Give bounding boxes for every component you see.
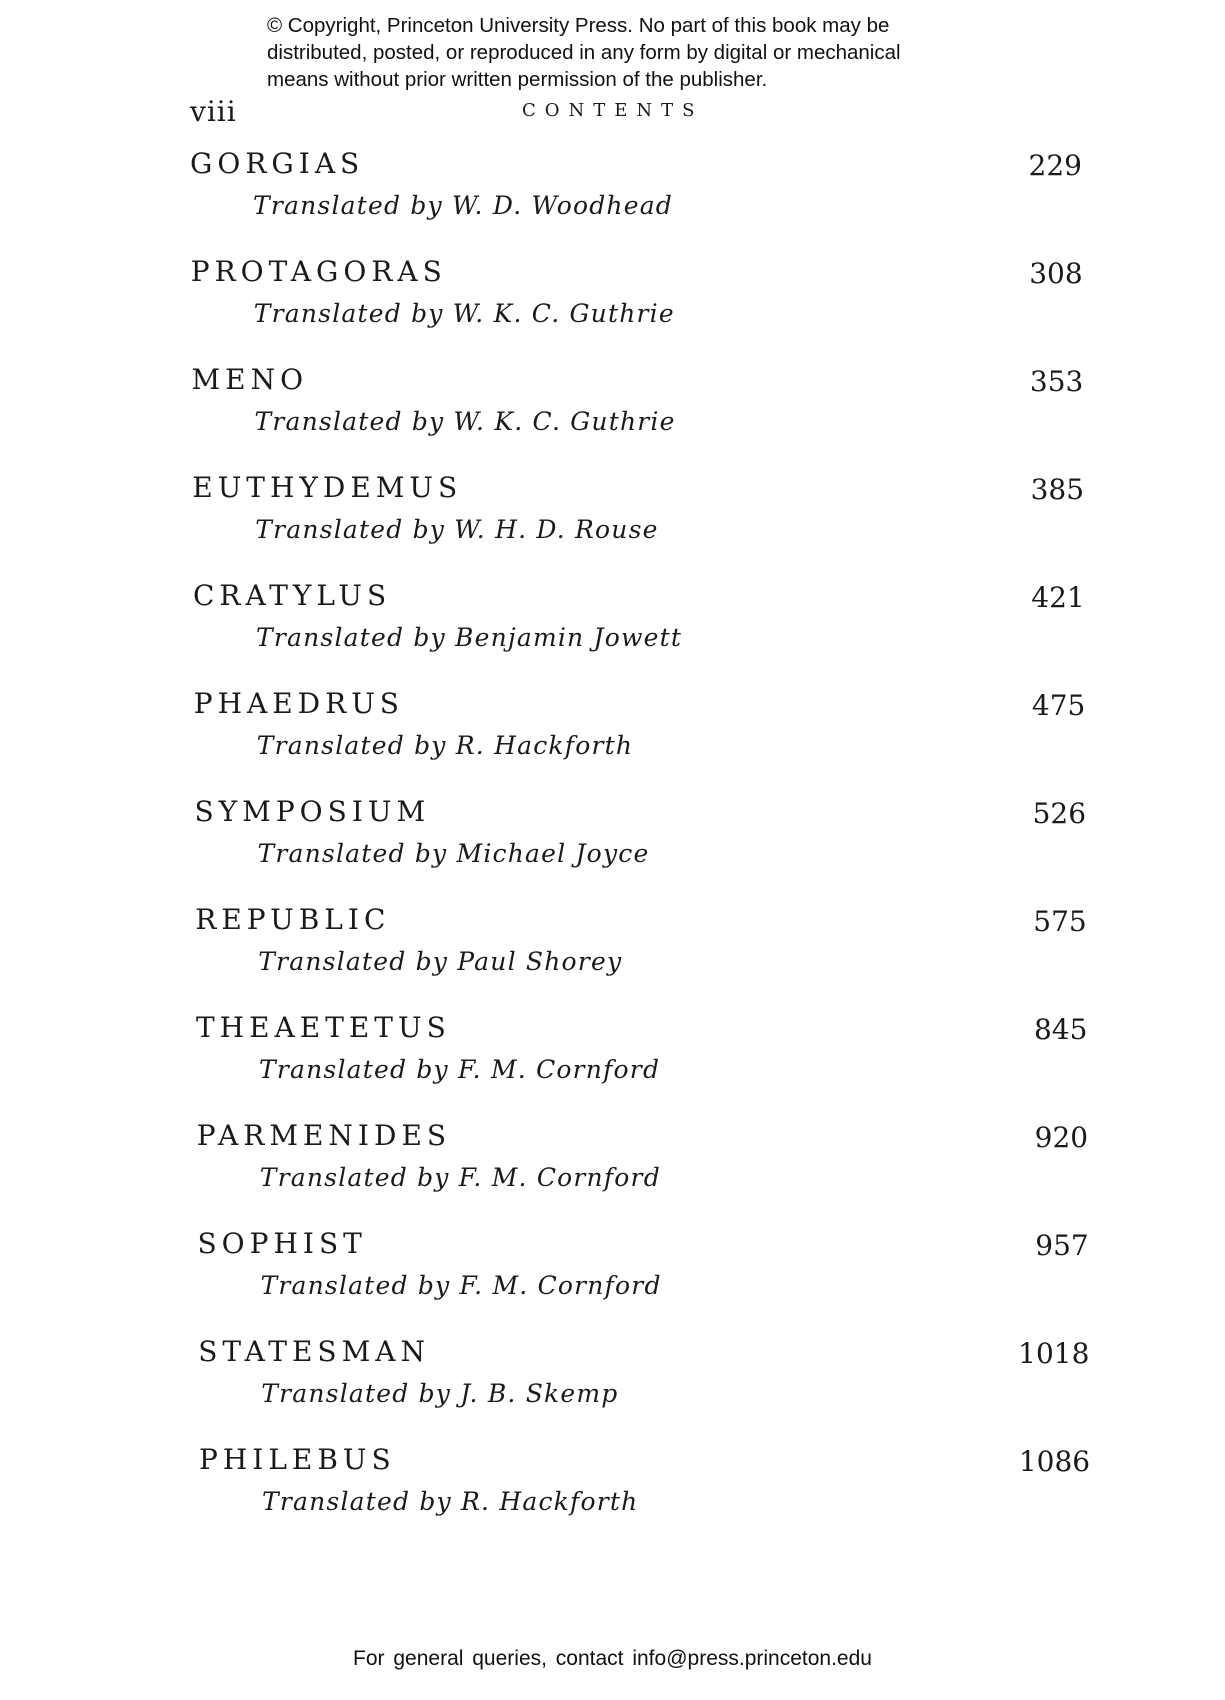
entry-page-number: 229	[1028, 149, 1082, 182]
entry-page-number: 475	[1031, 689, 1086, 722]
contents-entry	[0, 1009, 1225, 1117]
copyright-line-2: distributed, posted, or reproduced in any form by digital or mechanical	[267, 41, 901, 64]
contents-entry	[0, 1441, 1225, 1549]
copyright-line-3: means without prior written permission of the publisher.	[267, 68, 768, 91]
entry-title: PARMENIDES	[196, 1119, 452, 1152]
entry-translator: Translated by F. M. Cornford	[260, 1271, 662, 1300]
copyright-line-1: © Copyright, Princeton University Press. No part of this book may be	[267, 14, 890, 37]
contents-entry	[0, 577, 1225, 685]
entry-translator: Translated by F. M. Cornford	[259, 1163, 661, 1192]
page-folio: viii	[190, 95, 237, 128]
contents-entry	[0, 793, 1225, 901]
entry-translator: Translated by Benjamin Jowett	[256, 623, 683, 652]
entry-page-number: 575	[1033, 905, 1087, 938]
entry-translator: Translated by F. M. Cornford	[259, 1055, 661, 1084]
entry-title: CRATYLUS	[193, 579, 392, 612]
entry-translator: Translated by W. K. C. Guthrie	[253, 299, 675, 328]
contents-entry	[0, 145, 1225, 253]
contents-entry	[0, 901, 1225, 1009]
contents-entry	[0, 1117, 1225, 1225]
entry-translator: Translated by W. K. C. Guthrie	[254, 407, 676, 436]
entry-title: EUTHYDEMUS	[192, 471, 463, 504]
entry-title: THEAETETUS	[196, 1011, 451, 1044]
entry-title: SYMPOSIUM	[194, 795, 431, 828]
contents-entry	[0, 1333, 1225, 1441]
entry-translator: Translated by Michael Joyce	[257, 839, 650, 868]
entry-page-number: 1018	[1018, 1337, 1090, 1370]
entry-translator: Translated by W. H. D. Rouse	[255, 515, 659, 544]
contents-entry	[0, 253, 1225, 361]
entry-title: MENO	[191, 363, 309, 396]
contents-entry	[0, 1225, 1225, 1333]
entry-title: GORGIAS	[190, 147, 365, 180]
entry-translator: Translated by W. D. Woodhead	[253, 191, 674, 220]
entry-page-number: 308	[1029, 257, 1083, 290]
contents-entry	[0, 361, 1225, 469]
contents-entry	[0, 469, 1225, 577]
entry-page-number: 845	[1033, 1013, 1088, 1046]
entry-page-number: 920	[1034, 1121, 1089, 1154]
copyright-notice	[267, 12, 987, 93]
entry-title: SOPHIST	[197, 1227, 367, 1260]
entry-translator: Translated by R. Hackforth	[262, 1487, 639, 1516]
entry-translator: Translated by R. Hackforth	[256, 731, 634, 760]
contents-list	[0, 145, 1225, 1549]
entry-title: REPUBLIC	[195, 903, 391, 936]
entry-page-number: 421	[1031, 581, 1085, 614]
entry-translator: Translated by Paul Shorey	[258, 947, 623, 976]
entry-title: PROTAGORAS	[190, 255, 447, 288]
entry-title: PHILEBUS	[199, 1443, 396, 1476]
entry-page-number: 385	[1030, 473, 1085, 506]
contents-entry	[0, 685, 1225, 793]
entry-page-number: 1086	[1018, 1445, 1091, 1478]
entry-translator: Translated by J. B. Skemp	[261, 1379, 619, 1408]
running-head: CONTENTS	[522, 100, 704, 121]
entry-title: PHAEDRUS	[193, 687, 404, 720]
entry-page-number: 353	[1029, 365, 1084, 398]
entry-page-number: 526	[1032, 797, 1087, 830]
entry-title: STATESMAN	[198, 1335, 430, 1368]
contact-footer: For general queries, contact info@press.princeton.edu	[353, 1647, 872, 1670]
entry-page-number: 957	[1035, 1229, 1089, 1262]
